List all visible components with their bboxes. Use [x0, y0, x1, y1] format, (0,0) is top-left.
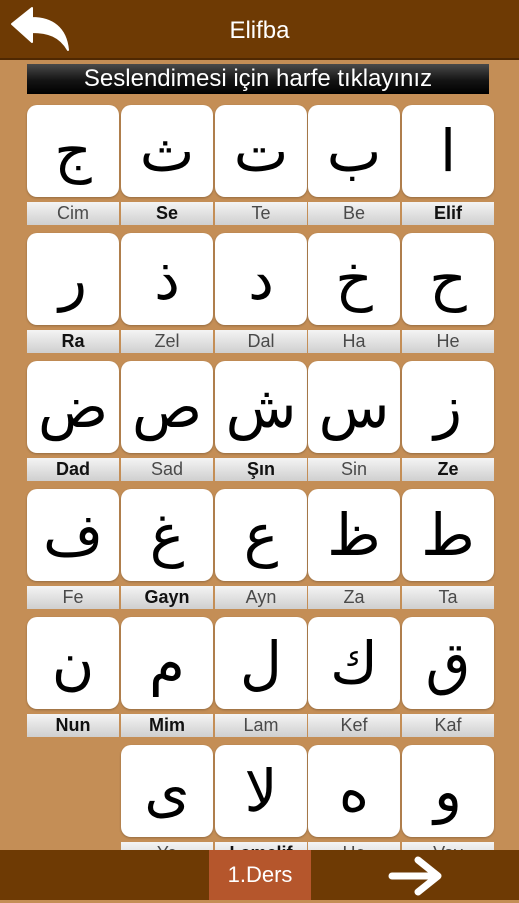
letter-name-label: Gayn	[121, 586, 213, 609]
arabic-letter: ك	[330, 629, 378, 697]
arabic-letter: ع	[243, 501, 279, 569]
arabic-letter: ظ	[327, 501, 381, 569]
letter-tile[interactable]	[308, 745, 400, 865]
letter-tile[interactable]	[402, 361, 494, 481]
arabic-letter: ش	[225, 373, 297, 441]
top-bar	[0, 0, 519, 60]
letter-name-label: Ha	[308, 330, 400, 353]
letter-card[interactable]	[308, 489, 400, 581]
arabic-letter: و	[433, 757, 462, 825]
letter-tile[interactable]	[215, 361, 307, 481]
arabic-letter: س	[318, 373, 390, 441]
letter-card[interactable]	[402, 233, 494, 325]
letter-card[interactable]	[27, 233, 119, 325]
arabic-letter: ذ	[154, 245, 180, 313]
letter-tile[interactable]	[27, 105, 119, 225]
letter-name-label: Lam	[215, 714, 307, 737]
letter-name-label: Elif	[402, 202, 494, 225]
arabic-letter: ف	[42, 501, 104, 569]
arabic-letter: خ	[335, 245, 373, 313]
letter-tile[interactable]	[215, 489, 307, 609]
letter-row	[0, 233, 519, 353]
letter-card[interactable]	[402, 745, 494, 837]
arabic-letter: ق	[425, 629, 471, 697]
arabic-letter: ص	[131, 373, 203, 441]
letter-name-label: Ayn	[215, 586, 307, 609]
letter-name-label: Za	[308, 586, 400, 609]
letter-card[interactable]	[215, 745, 307, 837]
letter-name-label: Dal	[215, 330, 307, 353]
letter-tile[interactable]	[402, 489, 494, 609]
letter-name-label: He	[402, 330, 494, 353]
letter-row	[0, 105, 519, 225]
letter-tile[interactable]	[27, 617, 119, 737]
letter-card[interactable]	[121, 489, 213, 581]
letter-grid	[0, 100, 519, 850]
letter-card[interactable]	[402, 489, 494, 581]
letter-name-label: Nun	[27, 714, 119, 737]
letter-name-label: Sad	[121, 458, 213, 481]
arabic-letter: ب	[326, 117, 382, 185]
arabic-letter: ث	[139, 117, 195, 185]
letter-card[interactable]	[402, 105, 494, 197]
letter-name-label: Ze	[402, 458, 494, 481]
letter-row	[0, 617, 519, 737]
letter-card[interactable]	[308, 745, 400, 837]
letter-name-label: Şın	[215, 458, 307, 481]
arabic-letter: ز	[433, 373, 462, 441]
letter-row	[0, 489, 519, 609]
arabic-letter: ج	[54, 117, 92, 185]
letter-name-label: Fe	[27, 586, 119, 609]
letter-card[interactable]	[27, 489, 119, 581]
letter-name-label: Dad	[27, 458, 119, 481]
letter-name-label: Mim	[121, 714, 213, 737]
letter-name-label: Se	[121, 202, 213, 225]
letter-card[interactable]	[121, 745, 213, 837]
letter-card[interactable]	[308, 361, 400, 453]
arabic-letter: ن	[51, 629, 95, 697]
letter-card[interactable]	[27, 617, 119, 709]
letter-tile[interactable]	[308, 361, 400, 481]
arabic-letter: ط	[421, 501, 475, 569]
letter-name-label: Sin	[308, 458, 400, 481]
arabic-letter: د	[248, 245, 274, 313]
arabic-letter: ض	[37, 373, 109, 441]
letter-name-label: Cim	[27, 202, 119, 225]
letter-name-label: Kaf	[402, 714, 494, 737]
letter-card[interactable]	[308, 105, 400, 197]
letter-tile[interactable]	[121, 105, 213, 225]
letter-tile[interactable]	[308, 105, 400, 225]
letter-card[interactable]	[27, 105, 119, 197]
arabic-letter: ح	[429, 245, 467, 313]
letter-tile[interactable]	[27, 233, 119, 353]
letter-tile[interactable]	[121, 233, 213, 353]
letter-name-label: Be	[308, 202, 400, 225]
letter-tile[interactable]	[121, 489, 213, 609]
letter-tile[interactable]	[121, 617, 213, 737]
letter-tile[interactable]	[402, 617, 494, 737]
letter-tile[interactable]	[402, 105, 494, 225]
letter-tile[interactable]	[215, 105, 307, 225]
letter-card[interactable]	[121, 105, 213, 197]
arabic-letter: م	[149, 629, 185, 697]
page-title: Elifba	[229, 17, 290, 44]
letter-card[interactable]	[121, 233, 213, 325]
instruction-banner: Seslendimesi için harfe tıklayınız	[27, 64, 489, 94]
letter-tile[interactable]	[308, 489, 400, 609]
letter-tile[interactable]	[27, 361, 119, 481]
next-button[interactable]	[386, 854, 446, 898]
arabic-letter: ل	[239, 629, 283, 697]
letter-card[interactable]	[215, 233, 307, 325]
letter-name-label: Zel	[121, 330, 213, 353]
letter-name-label: Kef	[308, 714, 400, 737]
letter-card[interactable]	[215, 105, 307, 197]
arabic-letter: ت	[233, 117, 289, 185]
lesson-button[interactable]: 1.Ders	[209, 850, 311, 900]
letter-tile[interactable]	[215, 745, 307, 865]
letter-card[interactable]	[27, 361, 119, 453]
letter-name-label: Ta	[402, 586, 494, 609]
arabic-letter: ر	[58, 245, 87, 313]
letter-tile[interactable]	[121, 361, 213, 481]
arabic-letter: غ	[149, 501, 185, 569]
letter-tile[interactable]	[215, 617, 307, 737]
letter-card[interactable]	[402, 617, 494, 709]
arabic-letter: ى	[144, 757, 190, 825]
letter-card[interactable]	[215, 361, 307, 453]
letter-card[interactable]	[121, 617, 213, 709]
letter-card[interactable]	[402, 361, 494, 453]
letter-card[interactable]	[308, 233, 400, 325]
arabic-letter: لا	[244, 757, 278, 825]
right-arrow-icon	[386, 854, 446, 898]
letter-name-label: Ra	[27, 330, 119, 353]
letter-tile[interactable]	[27, 489, 119, 609]
arabic-letter: ا	[439, 117, 457, 185]
letter-card[interactable]	[215, 489, 307, 581]
letter-tile[interactable]	[308, 617, 400, 737]
letter-tile[interactable]	[402, 233, 494, 353]
letter-tile[interactable]	[215, 233, 307, 353]
letter-row	[0, 361, 519, 481]
letter-card[interactable]	[215, 617, 307, 709]
letter-row	[0, 745, 519, 865]
letter-tile[interactable]	[402, 745, 494, 865]
letter-tile[interactable]	[121, 745, 213, 865]
letter-tile[interactable]	[308, 233, 400, 353]
letter-name-label: Te	[215, 202, 307, 225]
arabic-letter: ه	[338, 757, 370, 825]
letter-card[interactable]	[308, 617, 400, 709]
bottom-bar	[0, 850, 519, 900]
letter-card[interactable]	[121, 361, 213, 453]
